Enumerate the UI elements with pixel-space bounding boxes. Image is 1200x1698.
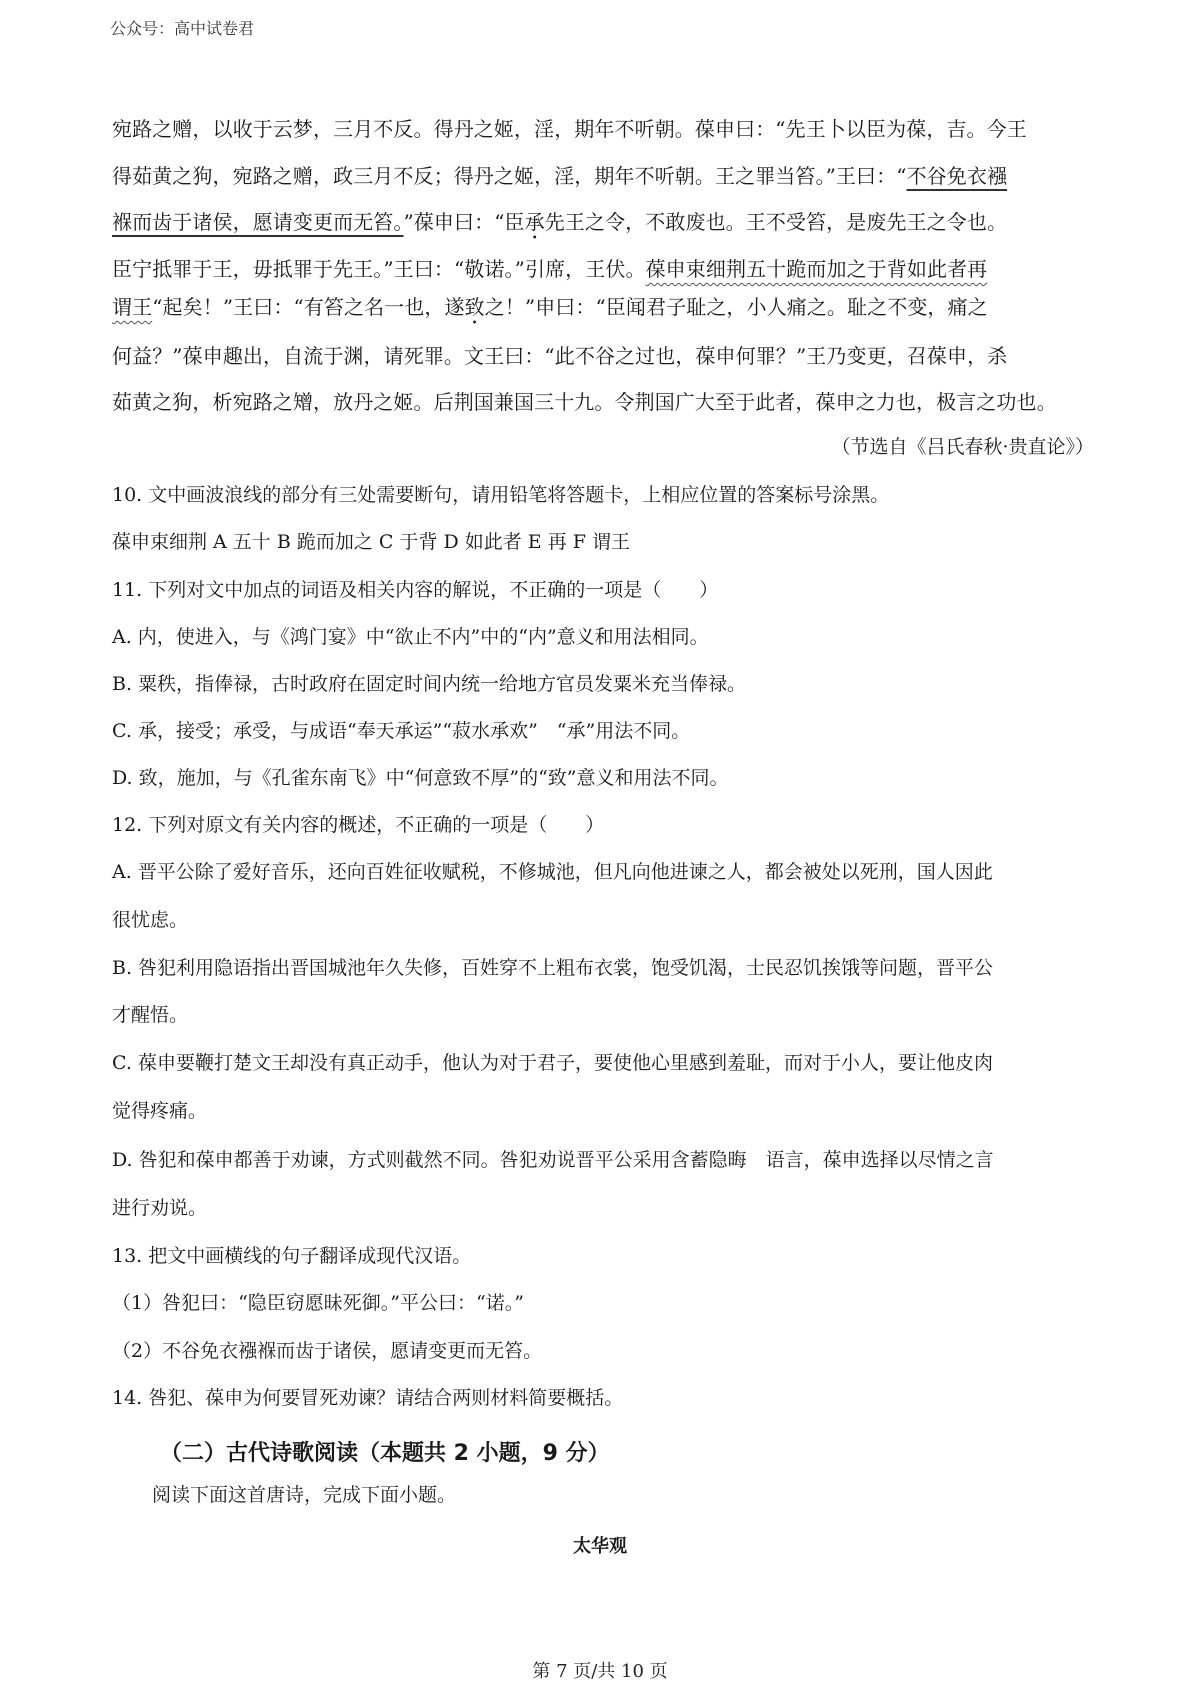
question-12-option-b: B. 咎犯利用隐语指出晋国城池年久失修，百姓穿不上粗布衣裳，饱受饥渴，士民忍饥挨饿等问题，晋平公 (112, 957, 994, 979)
question-12-option-a-cont: 很忧虑。 (112, 909, 189, 931)
section-title: （二）古代诗歌阅读（本题共 2 小题，9 分） (160, 1441, 610, 1466)
wavy-underlined-text: 葆申束细荆五十跪而加之于背如此者再 (645, 257, 988, 281)
question-12-option-c-cont: 觉得疼痛。 (112, 1100, 208, 1122)
question-11: 11. 下列对文中加点的词语及相关内容的解说，不正确的一项是（ ） (112, 579, 719, 601)
underlined-sentence: 不谷免衣襁 (906, 164, 1008, 188)
page-number: 第 7 页/共 10 页 (532, 1661, 668, 1682)
passage-line-1: 宛路之赠，以收于云梦，三月不反。得丹之姬，淫，期年不听朝。葆申曰：“先王卜以臣为葆，吉。今王 (112, 117, 1027, 141)
passage-text: 得茹黄之狗，宛路之赠，政三月不反；得丹之姬，淫，期年不听朝。王之罪当笞。”王曰：“ (112, 164, 907, 188)
question-11-option-c: C. 承，接受；承受，与成语“奉天承运”“菽水承欢” “承”用法不同。 (112, 720, 691, 742)
passage-line-5 (112, 296, 1102, 318)
underlined-sentence: 褓而齿于诸侯，愿请变更而无笞。 (112, 210, 404, 234)
question-11-option-a: A. 内，使进入，与《鸿门宴》中“欲止不内”中的“内”意义和用法相同。 (112, 626, 709, 648)
poem-title: 太华观 (573, 1536, 627, 1557)
question-10-options: 葆申束细荆 A 五十 B 跪而加之 C 于背 D 如此者 E 再 F 谓王 (112, 531, 630, 553)
question-13: 13. 把文中画横线的句子翻译成现代汉语。 (112, 1245, 472, 1267)
dotted-word-zhi: 致 (464, 295, 485, 319)
passage-line-2 (112, 165, 1102, 187)
source-citation: （节选自《吕氏春秋·贵直论》） (831, 436, 1094, 458)
question-12-option-d: D. 咎犯和葆申都善于劝谏，方式则截然不同。咎犯劝说晋平公采用含蓄隐晦 语言，葆申选择以尽情之言 (112, 1149, 994, 1171)
question-12: 12. 下列对原文有关内容的概述，不正确的一项是（ ） (112, 814, 605, 836)
question-12-option-a: A. 晋平公除了爱好音乐，还向百姓征收赋税，不修城池，但凡向他进谏之人，都会被处以死刑，国人因此 (112, 861, 993, 883)
question-14: 14. 咎犯、葆申为何要冒死劝谏？请结合两则材料简要概括。 (112, 1387, 624, 1409)
header-account: 公众号：高中试卷君 (110, 19, 255, 38)
question-11-option-d: D. 致，施加，与《孔雀东南飞》中“何意致不厚”的“致”意义和用法不同。 (112, 767, 729, 789)
question-12-option-d-cont: 进行劝说。 (112, 1197, 208, 1219)
passage-line-4 (112, 258, 1102, 280)
wavy-underlined-text: 谓王 (112, 295, 153, 319)
question-10: 10. 文中画波浪线的部分有三处需要断句，请用铅笔将答题卡，上相应位置的答案标号涂黑。 (112, 484, 890, 506)
passage-text: 先王之令，不敢废也。王不受笞，是废先王之令也。 (544, 210, 1008, 234)
question-12-option-b-cont: 才醒悟。 (112, 1004, 189, 1026)
passage-text: 臣宁抵罪于王，毋抵罪于先王。”王曰：“敬诺。”引席，王伏。 (112, 257, 646, 281)
dotted-word-cheng: 承 (524, 210, 545, 234)
passage-text: 之！”申曰：“臣闻君子耻之，小人痛之。耻之不变，痛之 (484, 295, 988, 319)
passage-text: “起矣！”王曰：“有笞之名一也，遂 (152, 295, 465, 319)
question-11-option-b: B. 粟秩，指俸禄，古时政府在固定时间内统一给地方官员发粟米充当俸禄。 (112, 673, 747, 695)
question-13-part-2: （2）不谷免衣襁褓而齿于诸侯，愿请变更而无笞。 (112, 1340, 543, 1362)
question-13-part-1: （1）咎犯曰：“隐臣窃愿昧死御。”平公曰：“诺。” (112, 1292, 524, 1314)
passage-line-6: 何益？”葆申趣出，自流于渊，请死罪。文王曰：“此不谷之过也，葆申何罪？”王乃变更，召葆申，杀 (112, 344, 1008, 368)
section-intro: 阅读下面这首唐诗，完成下面小题。 (152, 1484, 457, 1506)
question-12-option-c: C. 葆申要鞭打楚文王却没有真正动手，他认为对于君子，要使他心里感到羞耻，而对于小人，要让他皮肉 (112, 1052, 993, 1074)
passage-line-7: 茹黄之狗，析宛路之矰，放丹之姬。后荆国兼国三十九。令荆国广大至于此者，葆申之力也，极言之功也。 (112, 390, 1057, 414)
passage-line-3 (112, 211, 1102, 233)
passage-text: ”葆申曰：“臣 (403, 210, 525, 234)
